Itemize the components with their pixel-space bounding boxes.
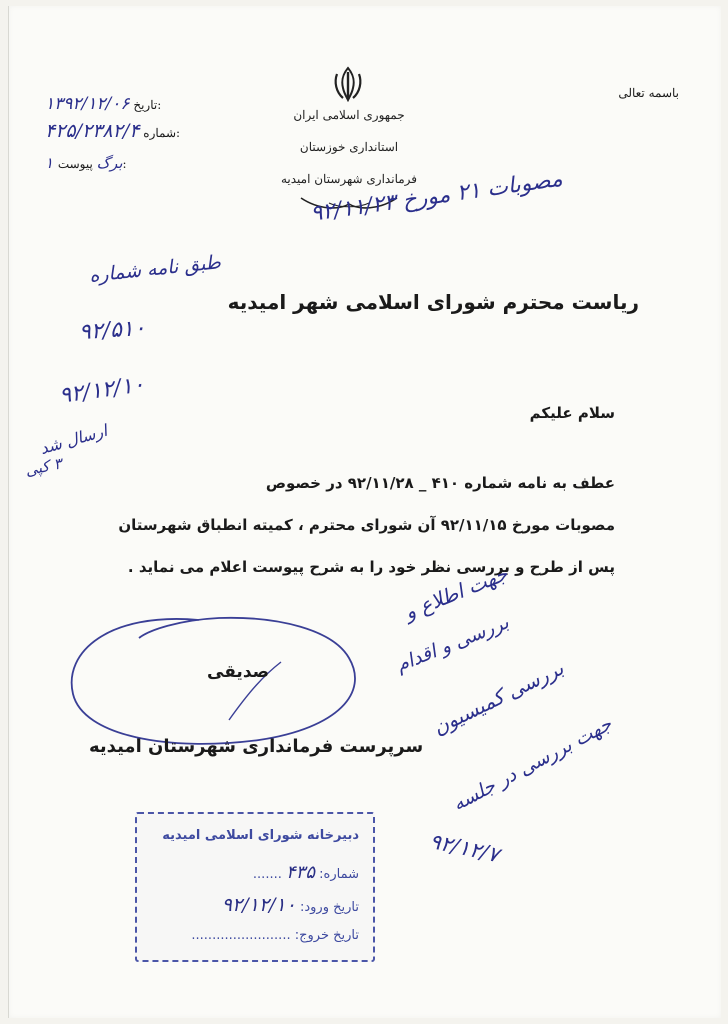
- handwritten-letter-date: ۹۲/۱۲/۱۰: [57, 372, 147, 409]
- number-value: ۴۲۵/۲۳۸۲/۴: [45, 120, 140, 142]
- letter-body-line-2: مصوبات مورخ ۹۲/۱۱/۱۵ آن شورای محترم ، کمیته انطباق شهرستان: [118, 516, 615, 534]
- handwritten-approval-ref: مصوبات ۲۱ مورخ ۹۲/۱۱/۲۳: [309, 166, 565, 227]
- handwritten-referral-2: بررسی و اقدام: [393, 611, 512, 677]
- header-line-province: استانداری خوزستان: [299, 140, 399, 154]
- stamp-number-row: شماره: ۴۳۵ .......: [252, 862, 359, 883]
- header-line-country: جمهوری اسلامی ایران: [293, 108, 405, 122]
- handwritten-referral-4: جهت بررسی در جلسه: [449, 712, 616, 816]
- date-value: ۱۳۹۲/۱۲/۰۶: [45, 94, 130, 114]
- number-row: [45, 120, 245, 142]
- handwritten-sent: ارسال شد: [37, 420, 110, 459]
- stamp-date-value: ۹۲/۱۲/۱۰: [221, 894, 296, 916]
- signer-position: سرپرست فرمانداری شهرستان امیدیه: [89, 736, 424, 757]
- handwritten-referral-3: بررسی کمیسیون: [429, 655, 568, 740]
- number-label: شماره:: [143, 126, 181, 140]
- letter-greeting: سلام علیکم: [529, 404, 615, 422]
- attachment-row: [45, 154, 225, 172]
- iran-emblem-icon: [331, 66, 365, 102]
- invocation-text: باسمه تعالی: [618, 86, 679, 100]
- signer-name: صدیقی: [207, 662, 270, 682]
- header-line-governorate: فرمانداری شهرستان امیدیه: [280, 172, 418, 186]
- letter-title: ریاست محترم شورای اسلامی شهر امیدیه: [227, 290, 639, 314]
- stamp-out-label: تاریخ خروج:: [294, 928, 359, 943]
- stamp-number-label: شماره:: [319, 867, 359, 882]
- attachment-value: ۱ برگ: [45, 154, 123, 172]
- date-label: تاریخ:: [133, 98, 162, 112]
- registry-stamp: [135, 812, 375, 962]
- stamp-title: دبیرخانه شورای اسلامی امیدیه: [162, 828, 359, 843]
- handwritten-sent-count: ۳ کپی: [23, 454, 64, 480]
- letter-page: [8, 6, 721, 1018]
- stamp-date-label: تاریخ ورود:: [299, 900, 359, 915]
- letter-body-line-3: پس از طرح و بررسی نظر خود را به شرح پیوست اعلام می نماید .: [127, 558, 615, 576]
- stamp-out-row: تاریخ خروج: ........................: [191, 928, 359, 943]
- letter-body-line-1: عطف به نامه شماره ۴۱۰ _ ۹۲/۱۱/۲۸ در خصوص: [265, 474, 615, 492]
- stamp-number-value: ۴۳۵: [286, 862, 316, 883]
- handwritten-referral-1: جهت اطلاع و: [401, 561, 511, 625]
- handwritten-per-letter: طبق نامه شماره: [88, 251, 222, 287]
- attachment-label: پیوست:: [57, 157, 127, 171]
- handwritten-referral-date: ۹۲/۱۲/۷: [427, 828, 502, 868]
- handwritten-letter-number: ۹۲/۵۱۰: [78, 315, 147, 346]
- date-row: [45, 94, 205, 114]
- stamp-date-row: [222, 894, 359, 916]
